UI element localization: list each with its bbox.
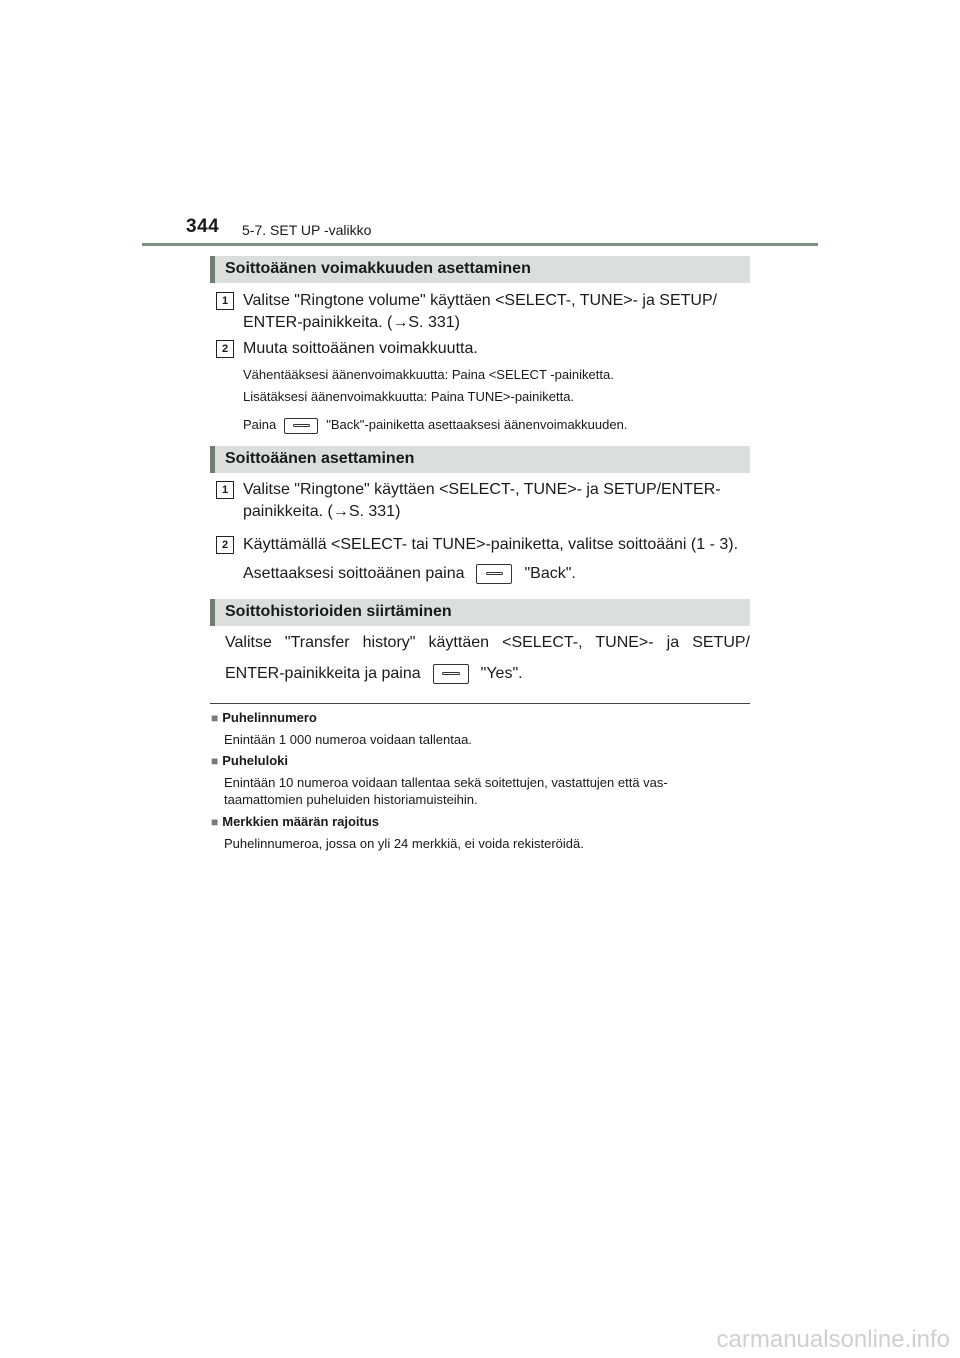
- step-text: [243, 479, 751, 523]
- note-body: Puhelinnumeroa, jossa on yli 24 merkkiä, ei voida rekisteröidä.: [224, 836, 584, 851]
- watermark: carmanualsonline.info: [716, 1326, 950, 1353]
- page-number: 344: [186, 216, 220, 237]
- note-title: ■ Puheluloki: [211, 753, 288, 768]
- note-body: Enintään 1 000 numeroa voidaan tallentaa.: [224, 732, 472, 747]
- step-number-badge: 1: [216, 481, 234, 499]
- square-bullet-icon: ■: [211, 754, 219, 768]
- square-bullet-icon: ■: [211, 711, 219, 725]
- transfer-text-line2: [225, 662, 523, 686]
- step-number-badge: 2: [216, 536, 234, 554]
- square-bullet-icon: ■: [211, 815, 219, 829]
- back-instruction-before: Asettaaksesi soittoäänen paina: [243, 565, 465, 582]
- header-divider: [142, 243, 818, 246]
- back-button-icon: [476, 564, 512, 584]
- step-number-badge: 1: [216, 292, 234, 310]
- note-title: ■ Merkkien määrän rajoitus: [211, 814, 380, 829]
- back-button-icon: [284, 418, 318, 434]
- section-heading-ringtone: [210, 446, 750, 473]
- breadcrumb: 5-7. SET UP -valikko: [242, 222, 372, 238]
- note-title: ■ Puhelinnumero: [211, 710, 317, 725]
- back-instruction: [243, 417, 627, 434]
- notes-divider: [210, 703, 750, 704]
- step-text: Käyttämällä <SELECT- tai TUNE>-painiketta, valitse soittoääni (1 - 3).: [243, 536, 739, 553]
- back-instruction-after: "Back"-painiketta asettaaksesi äänenvoimakkuuden.: [326, 417, 628, 432]
- yes-button-icon: [433, 664, 469, 684]
- section-title: Soittoäänen asettaminen: [225, 450, 415, 467]
- step-number-badge: 2: [216, 340, 234, 358]
- step-line: ENTER-painikkeita. (→S. 331): [243, 314, 460, 331]
- transfer-text-before: ENTER-painikkeita ja paina: [225, 665, 421, 682]
- note-body: Enintään 10 numeroa voidaan tallentaa sekä soitettujen, vastattujen että vas- taamattomien puheluiden historiamuisteihin.: [224, 775, 668, 807]
- transfer-text-line1: Valitse "Transfer history" käyttäen <SELECT-, TUNE>- ja SETUP/: [225, 634, 750, 651]
- back-instruction: [243, 562, 751, 586]
- section-heading-transfer-history: [210, 599, 750, 626]
- transfer-text-after: "Yes".: [480, 665, 523, 682]
- back-instruction-after: "Back".: [524, 565, 576, 582]
- section-title: Soittoäänen voimakkuuden asettaminen: [225, 260, 531, 277]
- detail-text: Vähentääksesi äänenvoimakkuutta: Paina <SELECT -painiketta.: [243, 367, 614, 382]
- section-heading-ringtone-volume: [210, 256, 750, 283]
- step-text: [243, 290, 751, 334]
- step-text: Muuta soittoäänen voimakkuutta.: [243, 340, 478, 357]
- back-instruction-before: Paina: [243, 417, 277, 432]
- step-line: Valitse "Ringtone" käyttäen <SELECT-, TUNE>- ja SETUP/ENTER-: [243, 481, 721, 498]
- step-line: Valitse "Ringtone volume" käyttäen <SELECT-, TUNE>- ja SETUP/: [243, 292, 718, 309]
- step-line: painikkeita. (→S. 331): [243, 503, 401, 520]
- detail-text: Lisätäksesi äänenvoimakkuutta: Paina TUNE>-painiketta.: [243, 389, 575, 404]
- section-title: Soittohistorioiden siirtäminen: [225, 603, 452, 620]
